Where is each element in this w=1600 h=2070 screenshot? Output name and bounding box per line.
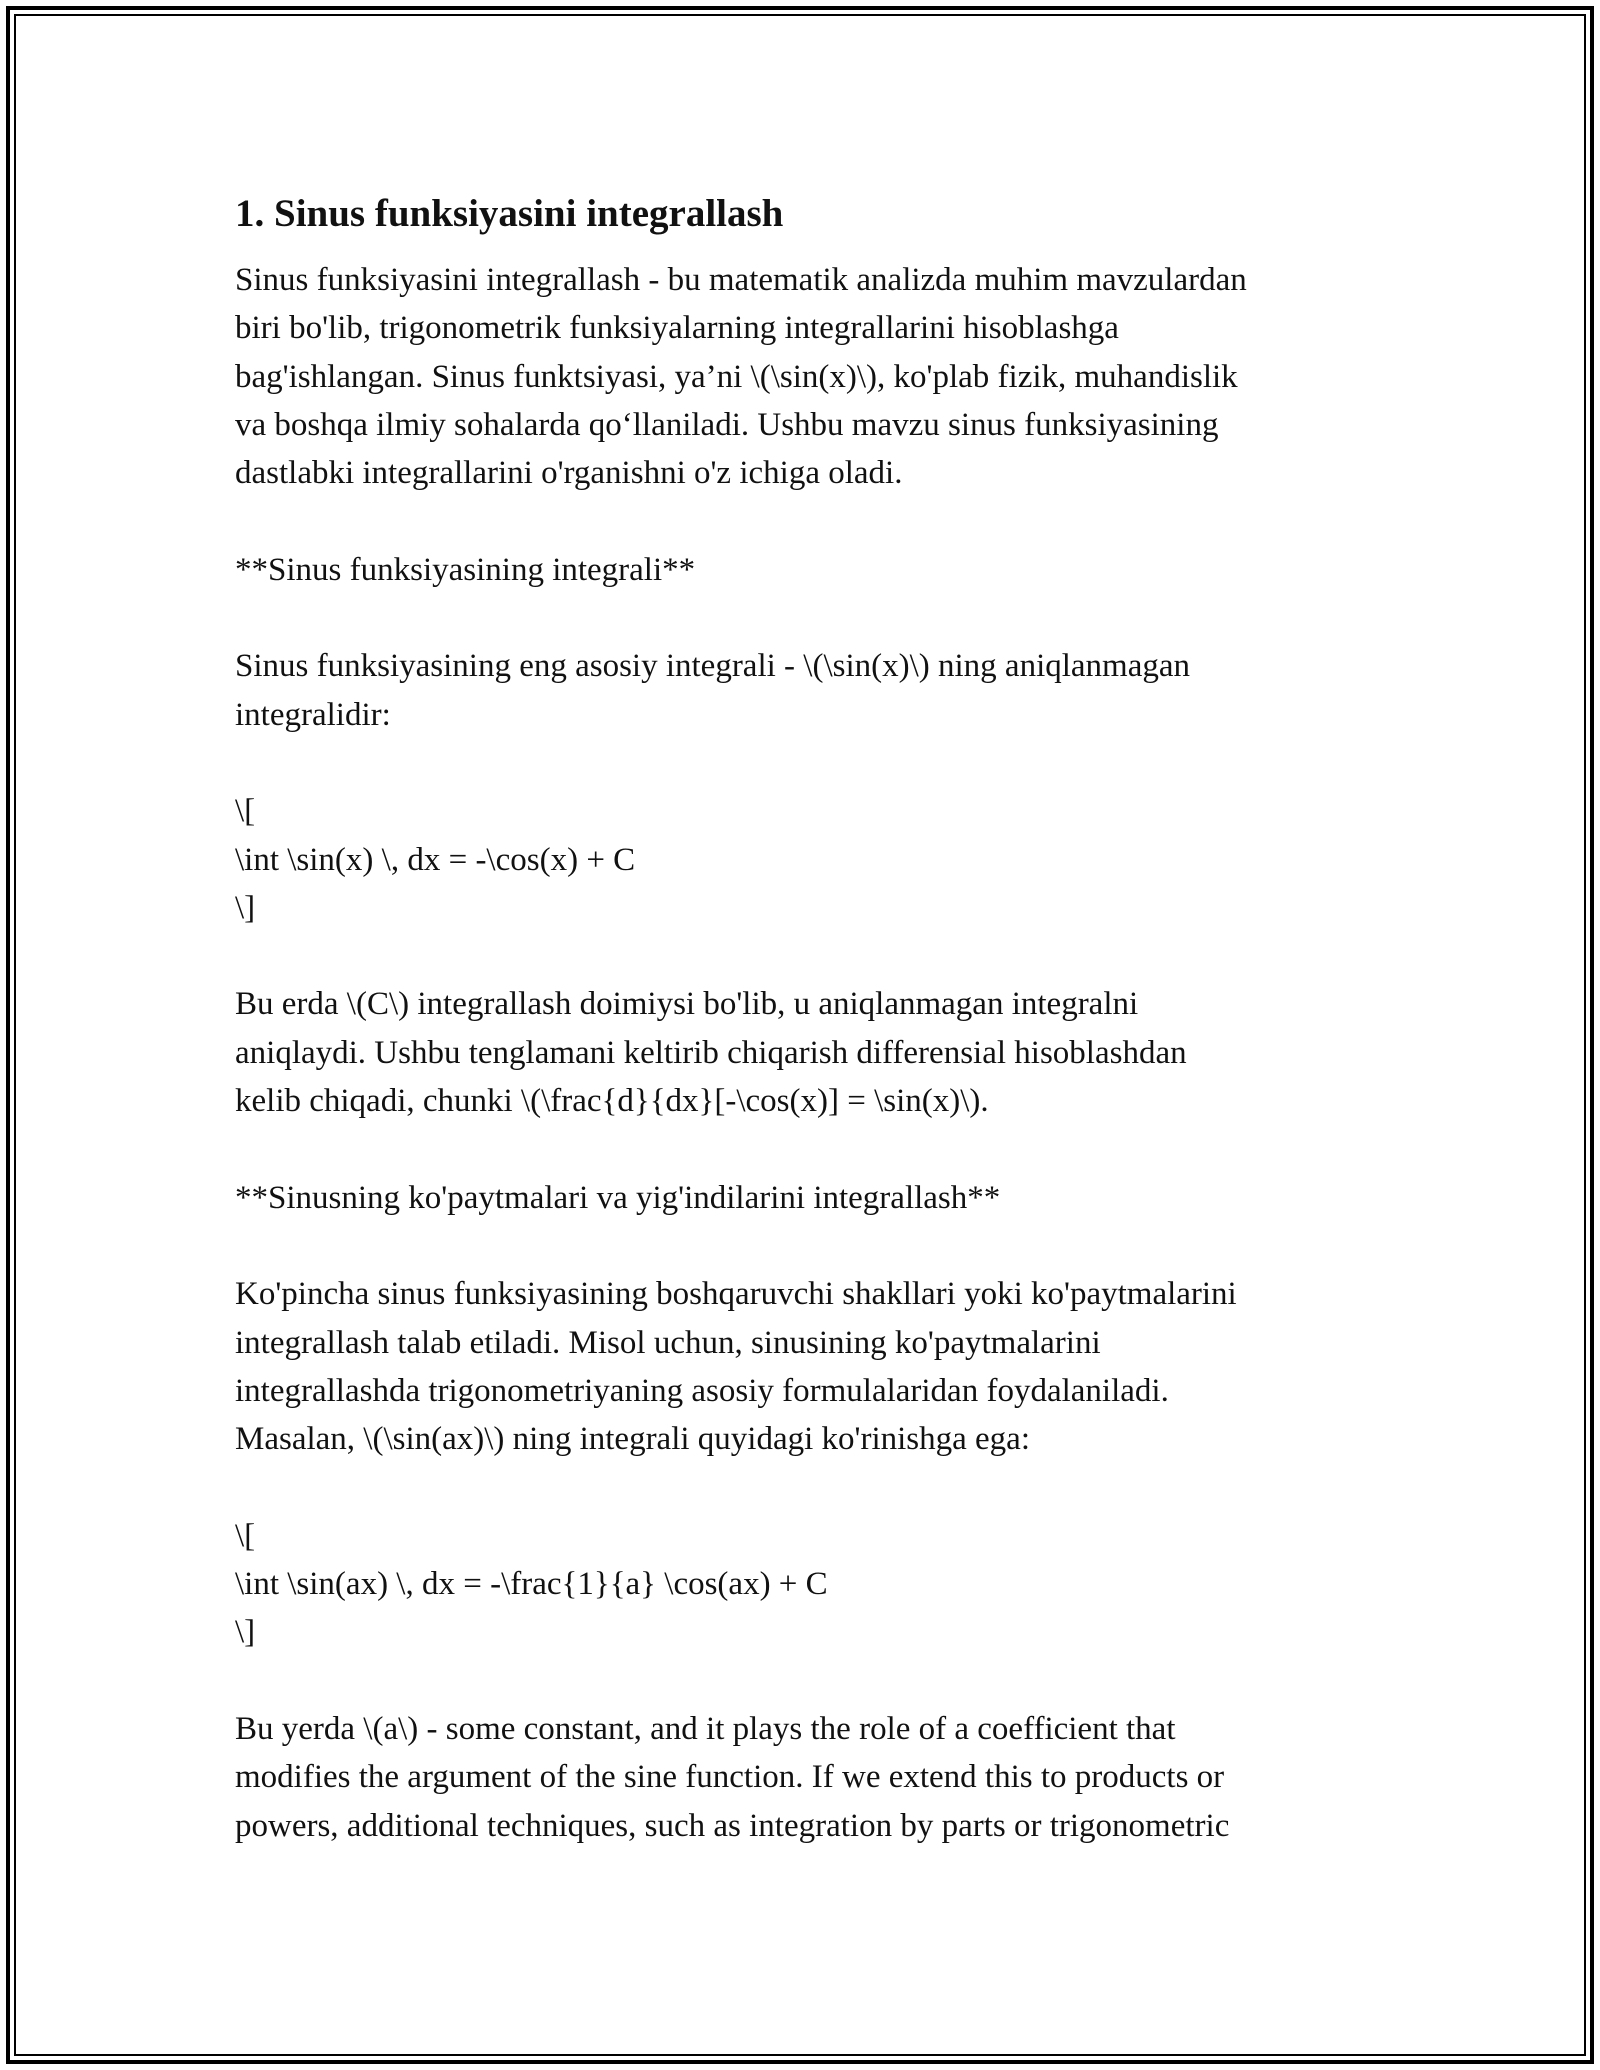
formula-line: \int \sin(x) \, dx = -\cos(x) + C xyxy=(235,841,636,878)
formula-block-sin-ax xyxy=(235,1512,1365,1657)
text-line: **Sinus funksiyasining integrali** xyxy=(235,551,696,588)
intro-paragraph xyxy=(235,256,1365,497)
formula-line: \int \sin(ax) \, dx = -\frac{1}{a} \cos(ax) + C xyxy=(235,1566,828,1603)
coefficient-paragraph xyxy=(235,1705,1365,1850)
subheading-products-sums xyxy=(235,1174,1365,1222)
text-line: va boshqa ilmiy sohalarda qo‘llaniladi. Ushbu mavzu sinus funksiyasining xyxy=(235,406,1219,443)
text-line: Masalan, \(\sin(ax)\) ning integrali quyidagi ko'rinishga ega: xyxy=(235,1421,1030,1458)
text-line: aniqlaydi. Ushbu tenglamani keltirib chiqarish differensial hisoblashdan xyxy=(235,1034,1187,1071)
subheading-sine-integral xyxy=(235,546,1365,594)
text-line: modifies the argument of the sine function. If we extend this to products or xyxy=(235,1759,1225,1796)
text-line: dastlabki integrallarini o'rganishni o'z ichiga oladi. xyxy=(235,455,903,492)
text-line: Sinus funksiyasining eng asosiy integrali - \(\sin(x)\) ning aniqlanmagan xyxy=(235,648,1191,685)
text-line: biri bo'lib, trigonometrik funksiyalarning integrallarini hisoblashga xyxy=(235,310,1119,347)
text-line: powers, additional techniques, such as integration by parts or trigonometric xyxy=(235,1807,1230,1844)
formula-line: \] xyxy=(235,1614,256,1651)
text-line: Bu erda \(C\) integrallash doimiysi bo'lib, u aniqlanmagan integralni xyxy=(235,986,1139,1023)
formula-line: \[ xyxy=(235,793,256,830)
text-line: Bu yerda \(a\) - some constant, and it plays the role of a coefficient that xyxy=(235,1710,1176,1747)
text-line: **Sinusning ko'paytmalari va yig'indilarini integrallash** xyxy=(235,1179,1001,1216)
text-line: Sinus funksiyasini integrallash - bu matematik analizda muhim mavzulardan xyxy=(235,262,1247,298)
text-line: kelib chiqadi, chunki \(\frac{d}{dx}[-\cos(x)] = \sin(x)\). xyxy=(235,1083,989,1120)
formula-line: \[ xyxy=(235,1517,256,1554)
constant-explanation-paragraph xyxy=(235,980,1365,1125)
text-line: integrallash talab etiladi. Misol uchun, sinusining ko'paytmalarini xyxy=(235,1324,1101,1361)
products-paragraph xyxy=(235,1270,1365,1463)
formula-line: \] xyxy=(235,889,256,926)
basic-integral-paragraph xyxy=(235,642,1365,739)
document-body xyxy=(235,186,1365,1898)
formula-block-sin-x xyxy=(235,787,1365,932)
text-line: integrallashda trigonometriyaning asosiy formulalaridan foydalaniladi. xyxy=(235,1372,1169,1409)
text-line: bag'ishlangan. Sinus funktsiyasi, ya’ni \(\sin(x)\), ko'plab fizik, muhandislik xyxy=(235,358,1238,395)
section-heading: 1. Sinus funksiyasini integrallash xyxy=(235,192,784,235)
text-line: Ko'pincha sinus funksiyasining boshqaruvchi shakllari yoki ko'paytmalarini xyxy=(235,1276,1237,1313)
text-line: integralidir: xyxy=(235,696,391,733)
